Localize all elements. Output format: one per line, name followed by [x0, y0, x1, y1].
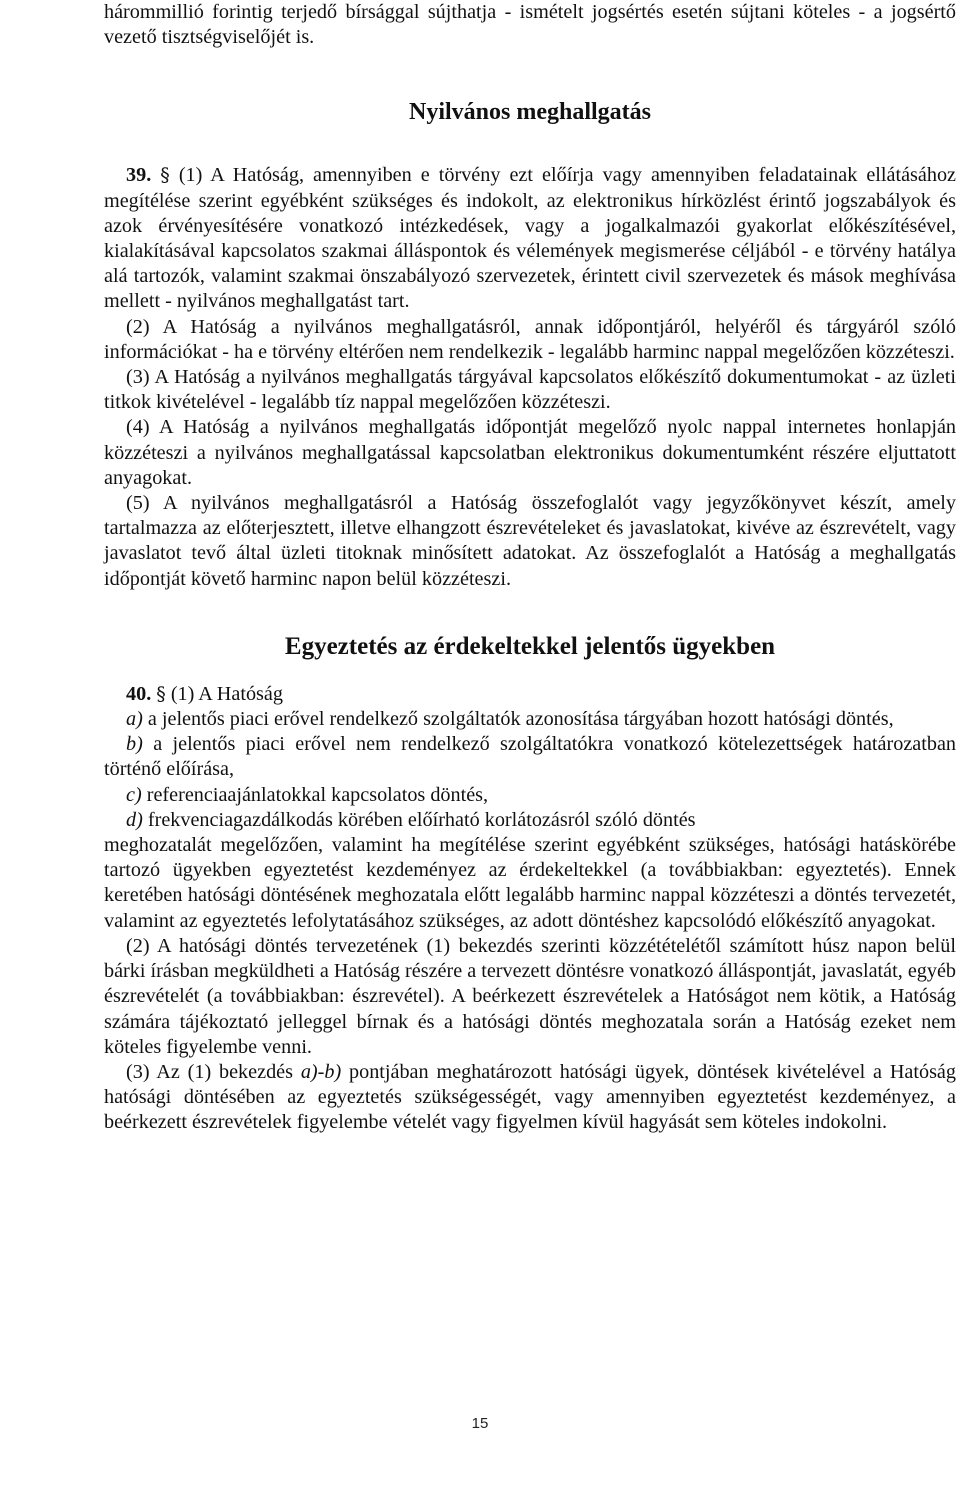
list-item-c: [104, 783, 956, 808]
paragraph-number: 40.: [126, 682, 152, 705]
section-sign: §: [156, 682, 166, 705]
paragraph-40-2: (2) A hatósági döntés tervezetének (1) bekezdés szerinti közzétételétől számított húsz napon belül bárki írásban megküldheti a Hatóság részére a tervezett döntésre vonatkozó álláspontját, javaslatát, egyéb észrevételét (a továbbiakban: észrevétel). A beérkezett észrevételek a Hatóságot nem kötik, a Hatóság számára tájékoztató jelleggel bírnak és a hatósági döntés meghozatala során a Hatóság ezeket nem köteles figyelembe venni.: [104, 934, 957, 1058]
paragraph-39-4: (4) A Hatóság a nyilvános meghallgatás időpontját megelőző nyolc nappal internetes honlapján közzéteszi a nyilvános meghallgatással kapcsolatban elektronikus dokumentumként részére eljuttatott anyagokat.: [104, 416, 956, 489]
intro-paragraph: hárommillió forintig terjedő bírsággal sújthatja - ismételt jogsértés esetén sújtani köteles - a jogsértő vezető tisztségviselőjét is.: [104, 1, 956, 49]
point-text: a jelentős piaci erővel nem rendelkező szolgáltatókra vonatkozó kötelezettségek határozatban történő előírása,: [104, 733, 956, 781]
paragraph-39-2: (2) A Hatóság a nyilvános meghallgatásról, annak időpontjáról, helyéről és tárgyáról szóló információkat - ha e törvény eltérően nem rendelkezik - legalább harminc nappal megelőzően közzéteszi.: [104, 315, 956, 363]
paragraph-text: (1) A Hatóság: [170, 682, 283, 705]
list-item-b: [104, 732, 956, 782]
paragraph-text: (1) A Hatóság, amennyiben e törvény ezt előírja vagy amennyiben feladatainak ellátásához megítélése szerint egyébként szükséges és indokolt, az elektronikus hírközlést érintő jogszabályok és azok érvényesítésére vonatkozó intézkedések, vagy a jogalkalmazói gyakorlat előkészítésével, kialakításával kapcsolatos szakmai álláspontok és vélemények megismerése céljából - e törvény hatálya alá tartozók, valamint szakmai önszabályozó szervezetek, érintett civil szervezetek és mások meghívása mellett - nyilvános meghallgatást tart.: [104, 164, 957, 313]
paragraph-40-1-lead: [104, 682, 956, 707]
paragraph-number: 39.: [126, 164, 152, 187]
point-marker: b): [126, 733, 143, 756]
point-text: referenciaajánlatokkal kapcsolatos döntés,: [146, 783, 489, 806]
paragraph-39-5: (5) A nyilvános meghallgatásról a Hatóság összefoglalót vagy jegyzőkönyvet készít, amely tartalmazza az előterjesztett, illetve elhangzott észrevételeket és javaslatokat, kivéve az észrevételt, vagy javaslatot tevő által üzleti titoknak minősített adatokat. Az összefoglalót a Hatóság a meghallgatás időpontját követő harminc napon belül közzéteszi.: [104, 492, 956, 590]
paragraph-39-1: [104, 163, 956, 314]
point-reference: a)-b): [300, 1060, 342, 1083]
section-heading-consultation: Egyeztetés az érdekeltekkel jelentős ügyekben: [284, 632, 776, 660]
list-item-d: [104, 808, 956, 833]
paragraph-40-1-tail: meghozatalát megelőzően, valamint ha megítélése szerint egyébként szükséges, hatósági hatáskörébe tartozó ügyekben egyeztetést kezdeményez az érdekeltekkel (a továbbiakban: egyeztetés). Ennek keretében hatósági döntésének meghozatala előtt legalább harminc nappal közzéteszi a döntés tervezetét, valamint az egyeztetés lefolytatásához szükséges, az adott döntéshez kapcsolódó előkészítő anyagokat.: [104, 834, 956, 932]
paragraph-39-3: (3) A Hatóság a nyilvános meghallgatás tárgyával kapcsolatos előkészítő dokumentumokat - az üzleti titkok kivételével - legalább tíz nappal megelőzően közzéteszi.: [104, 366, 956, 414]
list-item-a: [104, 707, 956, 732]
point-marker: d): [126, 808, 143, 831]
section-heading-public-hearing: Nyilvános meghallgatás: [408, 99, 651, 126]
page-number: 15: [471, 1415, 489, 1432]
section-sign: §: [160, 164, 170, 187]
point-text: a jelentős piaci erővel rendelkező szolgáltatók azonosítása tárgyában hozott hatósági döntés,: [147, 708, 894, 731]
point-marker: c): [126, 783, 142, 806]
point-text: frekvenciagazdálkodás körében előírható korlátozásról szóló döntés: [147, 808, 696, 831]
document-page: [104, 0, 956, 1136]
paragraph-text: (3) Az (1) bekezdés: [126, 1060, 301, 1083]
point-marker: a): [126, 708, 143, 731]
paragraph-40-3: [104, 1060, 956, 1136]
paragraph-text-cont: pontjában meghatározott hatósági ügyek, döntések kivételével a Hatóság hatósági döntésében az egyeztetés szükségességét, vagy amennyiben egyeztetést kezdeményez, a beérkezett észrevételek figyelembe vételét vagy figyelmen kívül hagyását sem köteles indokolni.: [104, 1060, 956, 1134]
